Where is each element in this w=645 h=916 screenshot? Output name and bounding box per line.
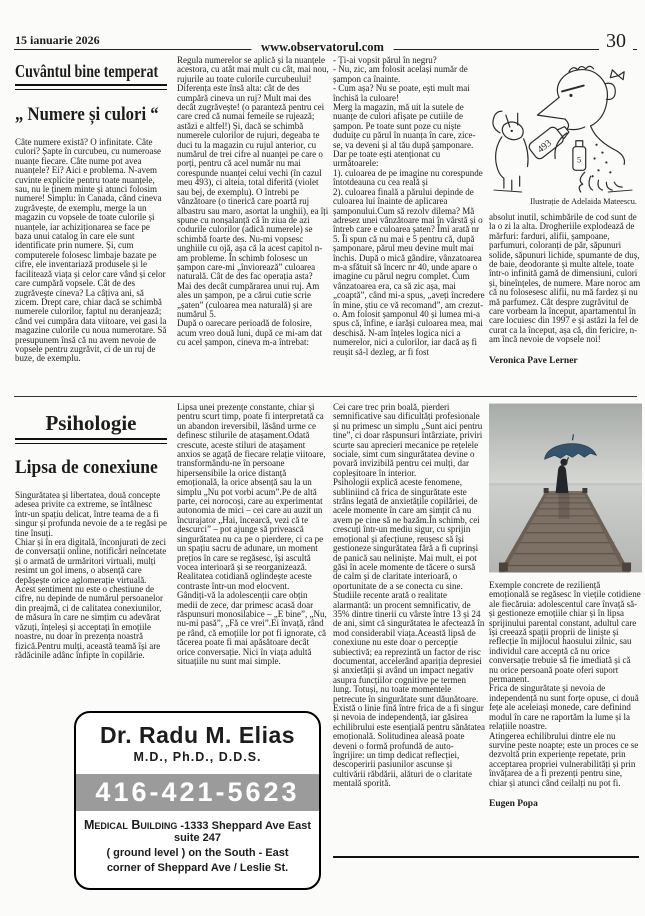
cartoon-drops — [592, 144, 612, 178]
article-paragraph: Cei care trec prin boală, pierderi semnificative sau dificultăți profesionale și nu primesc un simplu „Sunt aici pentru tine”, ci doar răspunsuri întârziate, priviri scurte sau aprecieri mecanice pe rețelele sociale, simt cum singurătatea devine o povară invizibilă pentru cei mulți, dar copleșitoare în interior. — [333, 403, 483, 478]
section-title-cuvantul-bine-temperat: Cuvântul bine temperat — [15, 61, 159, 81]
article-paragraph: Câte numere există? O infinitate. Câte culori? Șapte în curcubeu, cu numeroase nuanțe fiecare. Câte nume pot avea nuanțele? Ei? Aici e problema. N-avem cuvinte explicite pentru toate nuanțele, sau, nu le ținem minte și atunci folosim numere! Simplu: în Canada, când cineva zugrăvește, de exemplu, merge la un magazin cu vopsele de toate culorile și nuanțele, iar achiziționarea se face pe baza unui catalog în care ele sunt identificate prin numere. Și, cum computerele folosesc limbaje bazate pe cifre, ele inventariază produsele și le facilitează viața și celor care vând și celor care cumpără vopsele. Cât de des zugrăvește cineva? La câțiva ani, să zicem. Drept care, chiar dacă se schimbă numerele culorilor, faptul nu deranjează; când vei cumpăra data viitoare, vei gasi la magazine culorile cu noua numerotare. Să presupunem însă că nu avem nevoie de vopsele pentru zugrăvit, ci de un ruj de buze, de exemplu. — [15, 137, 167, 364]
illustration-caption: Ilustrație de Adelaida Mateescu. — [530, 197, 637, 206]
article-paragraph: Frica de singurătate și nevoia de independență nu sunt forțe opuse, ci două fețe ale aceleiași monede, care definind modul în care ne raportăm la lume și la relațiile noastre. — [489, 683, 639, 732]
photo-post — [499, 563, 508, 572]
article2-column-3 — [333, 403, 485, 853]
article-paragraph: După o oarecare perioadă de folosire, acum vreo două luni, după ce mi-am dat cu acel șampon, cineva m-a întrebat: — [177, 318, 322, 348]
ad-building-name: Medical Building — [83, 818, 178, 832]
article-paragraph: Regula numerelor se aplică și la nuanțele acestora, cu atât mai mult cu cât, mai nou, rujurile au toate culorile curcubeului! Diferența este însă alta: cât de des cumpără cineva un ruj? Mult mai des decât zugrăvește! (o paranteză pentru cei care cred că numai femeile se rujează; astăzi e altfel!) Și, dacă se schimbă numerele culorilor de rujuri, degeaba te duci tu la magazin cu rujul anterior, cu numărul de trei cifre al nuanței pe care o porți, pentru că acel număr nu mai corespunde nuanței celui vechi (în cazul meu 493), ci alteia, total diferită (violet sau bej, de exemplu). O întrebi pe vânzătoare (o tinerică care poartă ruj albastru sau maro, asortat la unghii), ea îți spune cu nonșalanță că în ziua de azi codurile culorilor (adică numerele) se schimbă foarte des. Nu-mi vopsesc unghiile cu ojă, așa că la acest capitol n-am probleme. În schimb folosesc un șampon care-mi „înviorează” culoarea naturală. Cât de des fac operația asta? Mai des decât cumpărarea unui ruj. Am ales un șampon, pe a cărui cutie scrie „șaten” (culoarea mea naturală) și are numărul 5. — [177, 56, 329, 319]
photo-post — [544, 488, 549, 493]
cartoon-eye — [569, 94, 572, 97]
article-paragraph: Gândiți-vă la adolescenții care obțin medii de zece, dar primesc acasă doar răspunsuri monosilabice – „E bine”, „Nu, nu-mi pasă”, „Fă ce vrei”.Ei învață, rând pe rând, că emoțiile lor pot fi ignorate, că tăcerea poate fi mai apăsătoare decât orice conversație. Nici în viața adultă situațiile nu sunt mai simple. — [177, 590, 327, 666]
ad-address-line-1 — [76, 818, 319, 844]
dialogue-line: - Cum așa? Nu se poate, ești mult mai închisă la culoare! — [333, 83, 470, 103]
cartoon-brow — [562, 86, 584, 92]
article2-column-1 — [15, 403, 167, 709]
ad-doctor-name: Dr. Radu M. Elias — [99, 722, 296, 748]
double-rule — [15, 84, 167, 90]
dialogue-line: - Ți-ai vopsit părul în negru? — [333, 56, 437, 65]
cartoon-illustration — [489, 56, 641, 194]
article-paragraph: Psihologii explică aceste fenomene, subliniind că frica de singurătate este strâns legată de anxietățile copilăriei, de acele momente în care am simțit că nu avem pe cine să ne bazăm.În schimb, cei crescuți într-un mediu sigur, cu sprijin emoțional și afecțiune, reușesc să își gestioneze singurătatea fără a fi cuprinși de panică sau neliniște. Mai mult, ei pot găsi în acele momente de tăcere o sursă de calm și de claritate interioară, o oportunitate de a se conecta cu sine. — [333, 477, 480, 591]
article-paragraph: Studiile recente arată o realitate alarmantă: un procent semnificativ, de 35% dintre tinerii cu vârste între 13 și 24 de ani, simt că singurătatea le afectează în mod considerabil viața.Această lipsă de conexiune nu este doar o percepție subiectivă; ea reprezintă un factor de risc documentat, accelerând apariția depresiei și anxietății și având un impact negativ asupra funcțiilor cognitive pe termen lung. Totuși, nu toate momentele petrecute în singurătate sunt dăunătoare. — [333, 590, 485, 704]
double-rule — [15, 438, 167, 444]
cartoon-bow — [610, 70, 624, 80]
article-paragraph: Merg la magazin, mă uit la sutele de nuanțe de culori afișate pe cutiile de șampon. Pe toate sunt poze cu niște duduițe cu părul în nuanța în care, zice-se, va deveni și al tău după șamponare. Dar pe toate ești atenționat cu următoarele: — [333, 102, 476, 169]
article2-column-4 — [489, 403, 641, 855]
photo-pier-umbrella — [489, 403, 642, 573]
article1-column-3 — [333, 56, 485, 394]
ad-dr-radu-elias — [74, 711, 321, 890]
article-paragraph: 2). culoarea finală a părului depinde de culoarea lui înainte de aplicarea șamponului.Cum să rezolv dilema? Mă adresez unei vânzătoare mai în vârstă și o întreb care e culoarea șaten? Îmi arată nr 5. Îi spun că nu mai e 5 pentru că, după șamponare, părul meu devine mult mai închis. După o mică gândire, vânzatoarea m-a sfătuit să încerc nr 40, unde apare o imagine cu părul negru complet. Cum vânzatoarea era, ca să zic așa, mai „coaptă”, când mi-a spus, „aveți încredere în mine, știu ce vă recomand”, am crezut-o. Am folosit șamponul 40 și lumea mi-a spus că, înfine, e iarăși culoarea mea, mai deschisă. N-am înțeles logica nici a numerelor, nici a culorilor, iar dacă aș fi reușit să-l dezleg, ar fi fost — [333, 186, 485, 357]
article1-column-2 — [177, 56, 329, 394]
article-paragraph: Acest sentiment nu este o chestiune de cifre, nu depinde de numărul persoanelor din preajmă, ci de calitatea conexiunilor, de măsura în care ne simțim cu adevărat văzuți, înțeleși și acceptați în emoțiile noastre, nu doar în prezența noastră fizică.Pentru mulți, această teamă își are rădăcinile adânc înfipte în copilărie. — [15, 584, 163, 660]
article-paragraph: Exemple concrete de reziliență emoțională se regăsesc în viețile cotidiene ale fiecăruia: adolescentul care învață să-și gestioneze emoțiile chiar și în lipsa sprijinului parental constant, adultul care își creează spații proprii de liniște și reflecție în mijlocul haosului zilnic, sau individul care acceptă că nu orice conversație trebuie să fie imediată și că nu orice persoană poate oferi suport permanent. — [489, 580, 641, 685]
cartoon-nose — [537, 97, 565, 119]
site-name: www.observatorul.com — [251, 40, 394, 55]
photo-figure-reflection — [559, 493, 570, 519]
article-paragraph: absolut inutil, schimbările de cod sunt de la o zi la alta. Drogheriile explodează de mărfuri: farduri, alifii, șampoane, parfumuri, coloranți de păr, săpunuri solide, săpunuri lichide, spumante de duș, de baie, deodorante și multe altele, toate într-o infinită gamă de dimensiuni, culori și, bineînțeles, de numere. Mare noroc am că nu folosesesc alifii, nu mă fardez și nu mă parfumez. Cât despre zugrăvitul de care vorbeam la început, apartamentul în care locuiesc din 1997 e și astăzi la fel de curat ca la început, așa că, din fericire, n-am încă nevoie de vopsele noi! — [489, 212, 641, 345]
article-paragraph: Singurătatea și libertatea, două concepte adesea privite ca extreme, se întâlnesc într-un spațiu delicat, între teama de a fi singur și profunda nevoie de a te regăsi pe tine însuți. — [15, 490, 167, 538]
ad-phone-number: 416-421-5623 — [95, 777, 300, 807]
bottom-rule — [333, 856, 639, 858]
section-divider — [14, 396, 637, 397]
ad-address-line-3: corner of Sheppard Ave / Leslie St. — [106, 862, 289, 874]
dialogue-line: - Nu, zic, am folosit același număr de șampon ca înainte. — [333, 64, 468, 84]
article1-byline: Veronica Pave Lerner — [489, 355, 578, 366]
issue-date: 15 ianuarie 2026 — [15, 33, 100, 47]
article-paragraph: Chiar și în era digitală, înconjurati de zeci de conversații online, notificări neîncetate și o armată de urmăritori virtuali, mulți resimt un gol imens, o absență care depășește orice aglomerație virtuală. — [15, 537, 167, 585]
article-paragraph: Lipsa unei prezențe constante, chiar și pentru scurt timp, poate fi interpretată ca un abandon ireversibil, lăsând urme ce definesc stilurile de atașament.Odată crescute, aceste stiluri de atașament anxios se agață de fiecare relație viitoare, transformându-ne în persoane hipersensibile la orice distanță emoțională, la orice absență sau la un simplu „Nu pot vorbi acum”.Pe de altă parte, cei norocoși, care au experimentat autonomia de mici – cei care au auzit un încurajator „Hai, încearcă, vezi că te descurci” – pot ajunge să privească singurătatea nu ca pe o pierdere, ci ca pe un spațiu sacru de adunare, un moment prețios în care se regăsesc, își ascultă vocea interioară și se reorganizează. Realitatea cotidiană oglindește aceste contraste într-un mod elocvent. — [177, 403, 326, 591]
article2-column-2 — [177, 403, 329, 709]
article1-title: „ Numere și culori “ — [15, 104, 159, 125]
article2-title: Lipsa de conexiune — [15, 457, 158, 478]
ad-address-line-2: ( ground level ) on the South - East — [106, 847, 289, 859]
article1-column-4 — [489, 56, 641, 394]
article1-column-1 — [15, 56, 167, 394]
page-number: 30 — [599, 30, 633, 53]
photo-post — [622, 563, 631, 572]
ad-address-rest: -1333 Sheppard Ave East suite 247 — [173, 820, 312, 844]
cartoon-dog — [493, 111, 528, 190]
ad-phone-band — [76, 774, 319, 811]
photo-post — [582, 488, 587, 493]
list-item: 1). culoarea de pe imagine nu corespunde întotdeauna cu cea reală și — [333, 167, 483, 188]
cartoon-hand — [579, 172, 622, 192]
article-paragraph: Există o linie fină între frica de a fi singur și nevoia de independență, iar găsirea echilibrului este esențială pentru sănătatea emoțională. Solitudinea aleasă poate deveni o formă profundă de auto-îngrijire: un timp dedicat reflecției, descoperirii pasiunilor ascunse și cultivării răbdării, alături de o claritate mentală sporită. — [333, 703, 485, 789]
bottle-large-label: 493 — [535, 137, 554, 156]
cartoon-mouth — [565, 119, 585, 130]
bottle-small-label: 5 — [576, 154, 582, 165]
cartoon-head — [557, 70, 607, 126]
section-title-psihologie: Psihologie — [45, 411, 137, 435]
article2-byline: Eugen Popa — [489, 798, 538, 809]
article-paragraph: Atingerea echilibrului dintre ele nu survine peste noapte; este un proces ce se dezvoltă prin experiențe repetate, prin acceptarea propriei vulnerabilități și prin învățarea de a fi prezenți pentru sine, chiar și atunci când ceilalți nu pot fi. — [489, 730, 639, 788]
ad-credentials: M.D., Ph.D., D.D.S. — [133, 750, 262, 764]
